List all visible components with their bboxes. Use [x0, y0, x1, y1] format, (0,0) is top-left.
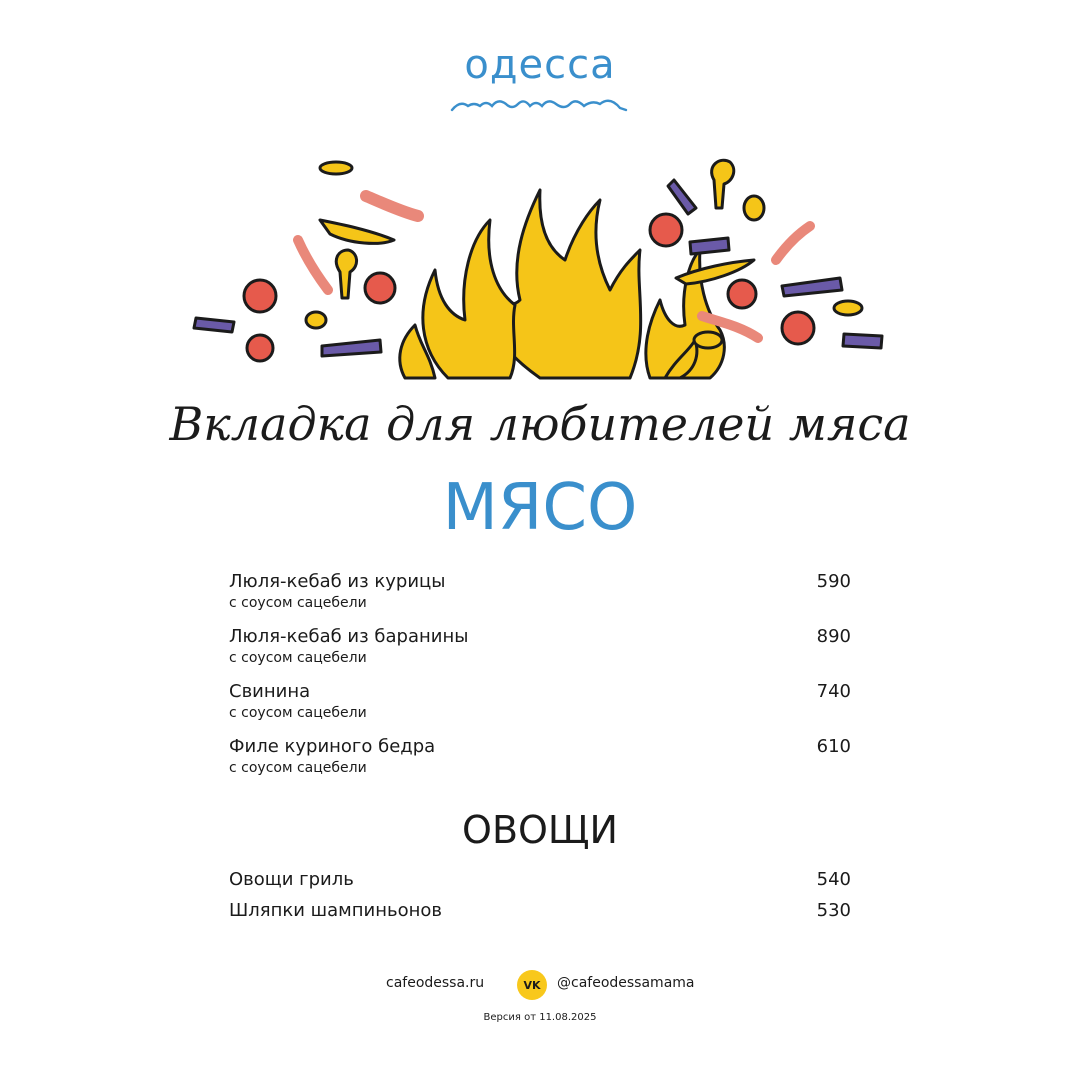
version-text: Версия от 11.08.2025: [483, 1012, 597, 1023]
menu-item: [229, 868, 851, 892]
section-title-meat: МЯСО: [442, 471, 638, 545]
item-name: Шляпки шампиньонов: [229, 900, 442, 921]
menu-item: [229, 899, 851, 923]
website-link[interactable]: cafeodessa.ru: [386, 975, 485, 991]
section-title-vegetables: ОВОЩИ: [462, 808, 618, 852]
menu-item: [229, 625, 851, 667]
item-price: 530: [816, 900, 851, 921]
item-name: Свинина: [229, 681, 311, 702]
item-description: с соусом сацебели: [229, 705, 367, 721]
menu-subtitle: Вкладка для любителей мяса: [169, 397, 911, 451]
social-handle-link[interactable]: @cafeodessamama: [557, 975, 695, 991]
menu-item: [229, 680, 851, 722]
item-price: 590: [816, 571, 851, 592]
logo-wave-icon: [450, 92, 630, 114]
item-description: с соусом сацебели: [229, 760, 367, 776]
footer: [0, 968, 1080, 1002]
menu-item: [229, 735, 851, 777]
item-description: с соусом сацебели: [229, 650, 367, 666]
vk-icon[interactable]: VK: [517, 970, 547, 1000]
fire-illustration: [180, 150, 900, 390]
item-price: 740: [816, 681, 851, 702]
item-name: Овощи гриль: [229, 869, 354, 890]
logo: [0, 40, 1080, 90]
item-name: Филе куриного бедра: [229, 736, 436, 757]
item-price: 890: [816, 626, 851, 647]
item-name: Люля-кебаб из курицы: [229, 571, 446, 592]
item-price: 610: [816, 736, 851, 757]
menu-item: [229, 570, 851, 612]
item-price: 540: [816, 869, 851, 890]
logo-text: одесса: [464, 42, 616, 88]
item-description: с соусом сацебели: [229, 595, 367, 611]
item-name: Люля-кебаб из баранины: [229, 626, 469, 647]
